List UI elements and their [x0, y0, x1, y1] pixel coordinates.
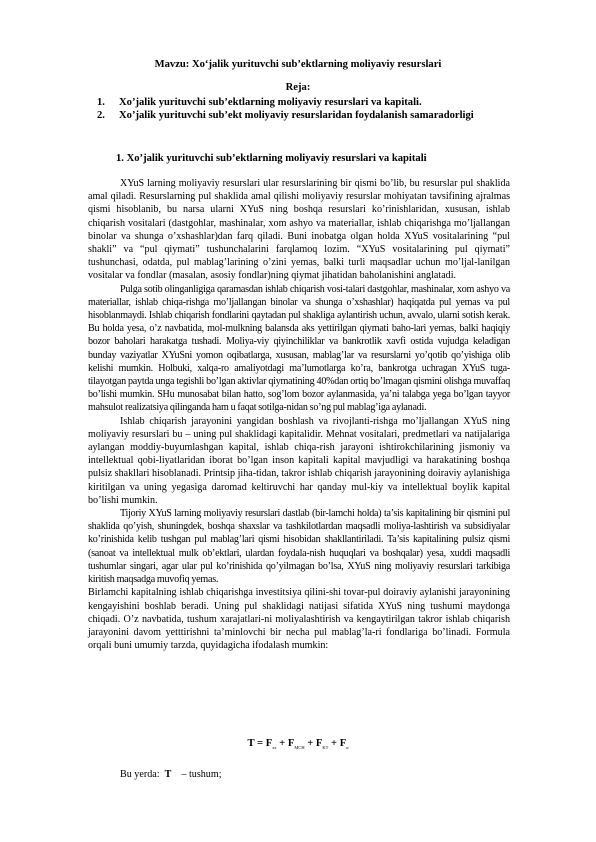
plan-item-number: 1. [97, 97, 105, 108]
plan-label: Reja: [285, 82, 311, 93]
where-text: – tushum; [181, 769, 222, 780]
formula-sub: xz [272, 745, 277, 751]
where-label: Bu yerda: [120, 769, 160, 780]
plan-item-text: Xo’jalik yurituvchi sub’ekt moliyaviy resurslaridan foydalanish samaradorligi [119, 110, 474, 122]
section-heading: 1. Xo’jalik yurituvchi sub’ektlarning moliyaviy resurslari va kapitali [116, 153, 427, 164]
body-text [88, 177, 510, 652]
formula-term: $F_{MCH}$ [287, 738, 305, 751]
formula: $T = F_{xz} + F_{MCH} + F_{KT} + F_ø$ [247, 738, 349, 751]
document-title: Mavzu: Xo‘jalik yurituvchi sub’ektlarning moliyaviy resurslari [154, 59, 442, 70]
paragraph: Ishlab chiqarish jarayonini yangidan boshlash va rivojlanti-rishga mo’ljallangan XYuS ning moliyaviy resurslari bu – uning pul shaklidagi kapitalidir. Mehnat vositalari, predmetlari va natijalariga aylangan moddiy-buyumlashgan kapital, ishlab chiqa-rish jarayoni ishtirokchilarining jismoniy va intellektual qobi-liyatlaridan iborat bo’lgan inson kapitali kapital mavjudligi va harakatining boshqa pulsiz shakllari hisoblanadi. Printsip jiha-tidan, takror ishlab chiqarish jarayonining doiraviy aylanishiga kiritilgan va uning yegasiga daromad keltiruvchi har qanday mul-kiy va intellektual boylik kapital bo’lishi mumkin. [88, 415, 510, 506]
plan-item-text: Xo’jalik yurituvchi sub’ektlarning moliyaviy resurslari va kapitali. [119, 97, 422, 108]
plan-item [97, 96, 474, 109]
formula-sub: KT [322, 745, 329, 751]
paragraph: Pulga sotib olinganligiga qaramasdan ishlab chiqarish vosi-talari dastgohlar, mashinalar, xom ashyo va materiallar, ishlab chiqa-rishga mo’ljallangan binolar va shunga o’xshashlar) haqiqatda pul yemas va pul hisoblanmaydi. Ishlab chiqarish fondlarini qaytadan pul shakliga aylantirish uchun, avvalo, ularni sotish kerak. Bu holda yesa, o’z navbatida, mol-mulkning balansda aks yettirilgan qiymati baho-lari yemas, balki haqiqiy bozor baholari harakatga tushadi. Moliya-viy qiyinchiliklar va bankrotlik xavfi ostida vujudga keladigan bunday vaziyatlar XYuSni yomon oqibatlarga, xususan, mablag’lar va resurslarni yo’qotib qo’yishiga olib kelishi mumkin. Holbuki, xalqa-ro amaliyotdagi ma’lumotlarga ko’ra, bankrotga uchragan XYuS tuga-tilayotgan paytda unga tegishli bo’lgan aktivlar qiymatining 40%dan ortiq bo’lmagan qismini olishga muvaffaq bo’lishi mumkin. SHu munosabat bilan hatto, sog’lom bozor aylanmasida, ya’ni talabga yega bo’lgan tayyor mahsulot realizatsiya qilinganda ham u faqat sotilga-nidan so’ng pul mablag’iga aylanadi. [88, 283, 510, 414]
paragraph: XYuS larning moliyaviy resurslari ular resurslarining bir qismi bo’lib, bu resurslar pul shaklida amal qiladi. Resurslarning pul shaklida amal qilishi moliyaviy resurslar mohiyatan tavsifining ajralmas qismi hisoblanib, bu narsa ularni XYuS ning boshqa resurslari ko’rinishlaridan, xususan, ishlab chiqarish vositalari (dastgohlar, mashinalar, xom ashyo va materiallar, ishlab chiqarishga mo’ljallangan binolar va shunga o’xshashlar)dan farq qiladi. Buni inobatga olgan holda XYuS vositalarining “pul shakli” va “pul qiymati” tushunchalarini farqlamoq lozim. “XYuS vositalarining pul qiymati” tushunchasi, odatda, pul mablag’larining o’zini yemas, balki turli maqsadlar uchun mo’ljal-lanilgan vositalar va fondlar (masalan, asosiy fondlar)ning qiymat jihatidan baholanishini anglatadi. [88, 178, 510, 282]
plan-item [97, 109, 474, 122]
where-symbol: T [164, 769, 172, 780]
plan-item-number: 2. [97, 110, 105, 122]
paragraph: Birlamchi kapitalning ishlab chiqarishga investitsiya qilini-shi tovar-pul doiraviy aylanishi jarayonining kengayishini boshlab beradi. Uning pul shaklidagi natijasi sifatida XYuS ning tushumi maydonga chiqadi. O’z navbatida, tushum xarajatlari-ni moliyalashtirish va kengaytirilgan takror ishlab chiqarish jarayonini davom yetttirishni ta’minlovchi bir necha pul mablag’la-ri fondlariga bo’linadi. Formula orqali buni umumiy tarzda, quyidagicha ifodalash mumkin: [88, 587, 510, 652]
plan-list [97, 96, 474, 123]
paragraph: Tijoriy XYuS larning moliyaviy resurslari dastlab (bir-lamchi holda) ta’sis kapitalining bir qismini pul shaklida qo’yish, shuningdek, boshqa shaxslar va tashkilotlardan maqsadli moliya-lashtirish va subsidiyalar ko’rinishida kelib tushgan pul mablag’lari qismi hisobidan shakllantiriladi. Ta’sis kapitalining pulsiz qismi (sanoat va intellektual mulk ob’ektlari, ulardan foydala-nish huquqlari va boshqalar) yesa, xuddi maqsadli tushumlar singari, agar ular pul ko’rinishida qo’yilmagan bo’lsa, XYuS ning moliyaviy resurslari tarkibiga kiritish maqsadga muvofiq yemas. [88, 508, 510, 586]
formula-term: $F_{KT}$ [315, 738, 329, 751]
formula-sub: MCH [294, 745, 305, 751]
where-line [120, 769, 222, 780]
formula-lhs: T [247, 738, 255, 749]
formula-term: $F_{xz}$ [265, 738, 277, 751]
formula-term: $F_ø$ [339, 738, 349, 751]
formula-sub: ø [346, 745, 349, 751]
formula-equals: = [257, 738, 264, 749]
